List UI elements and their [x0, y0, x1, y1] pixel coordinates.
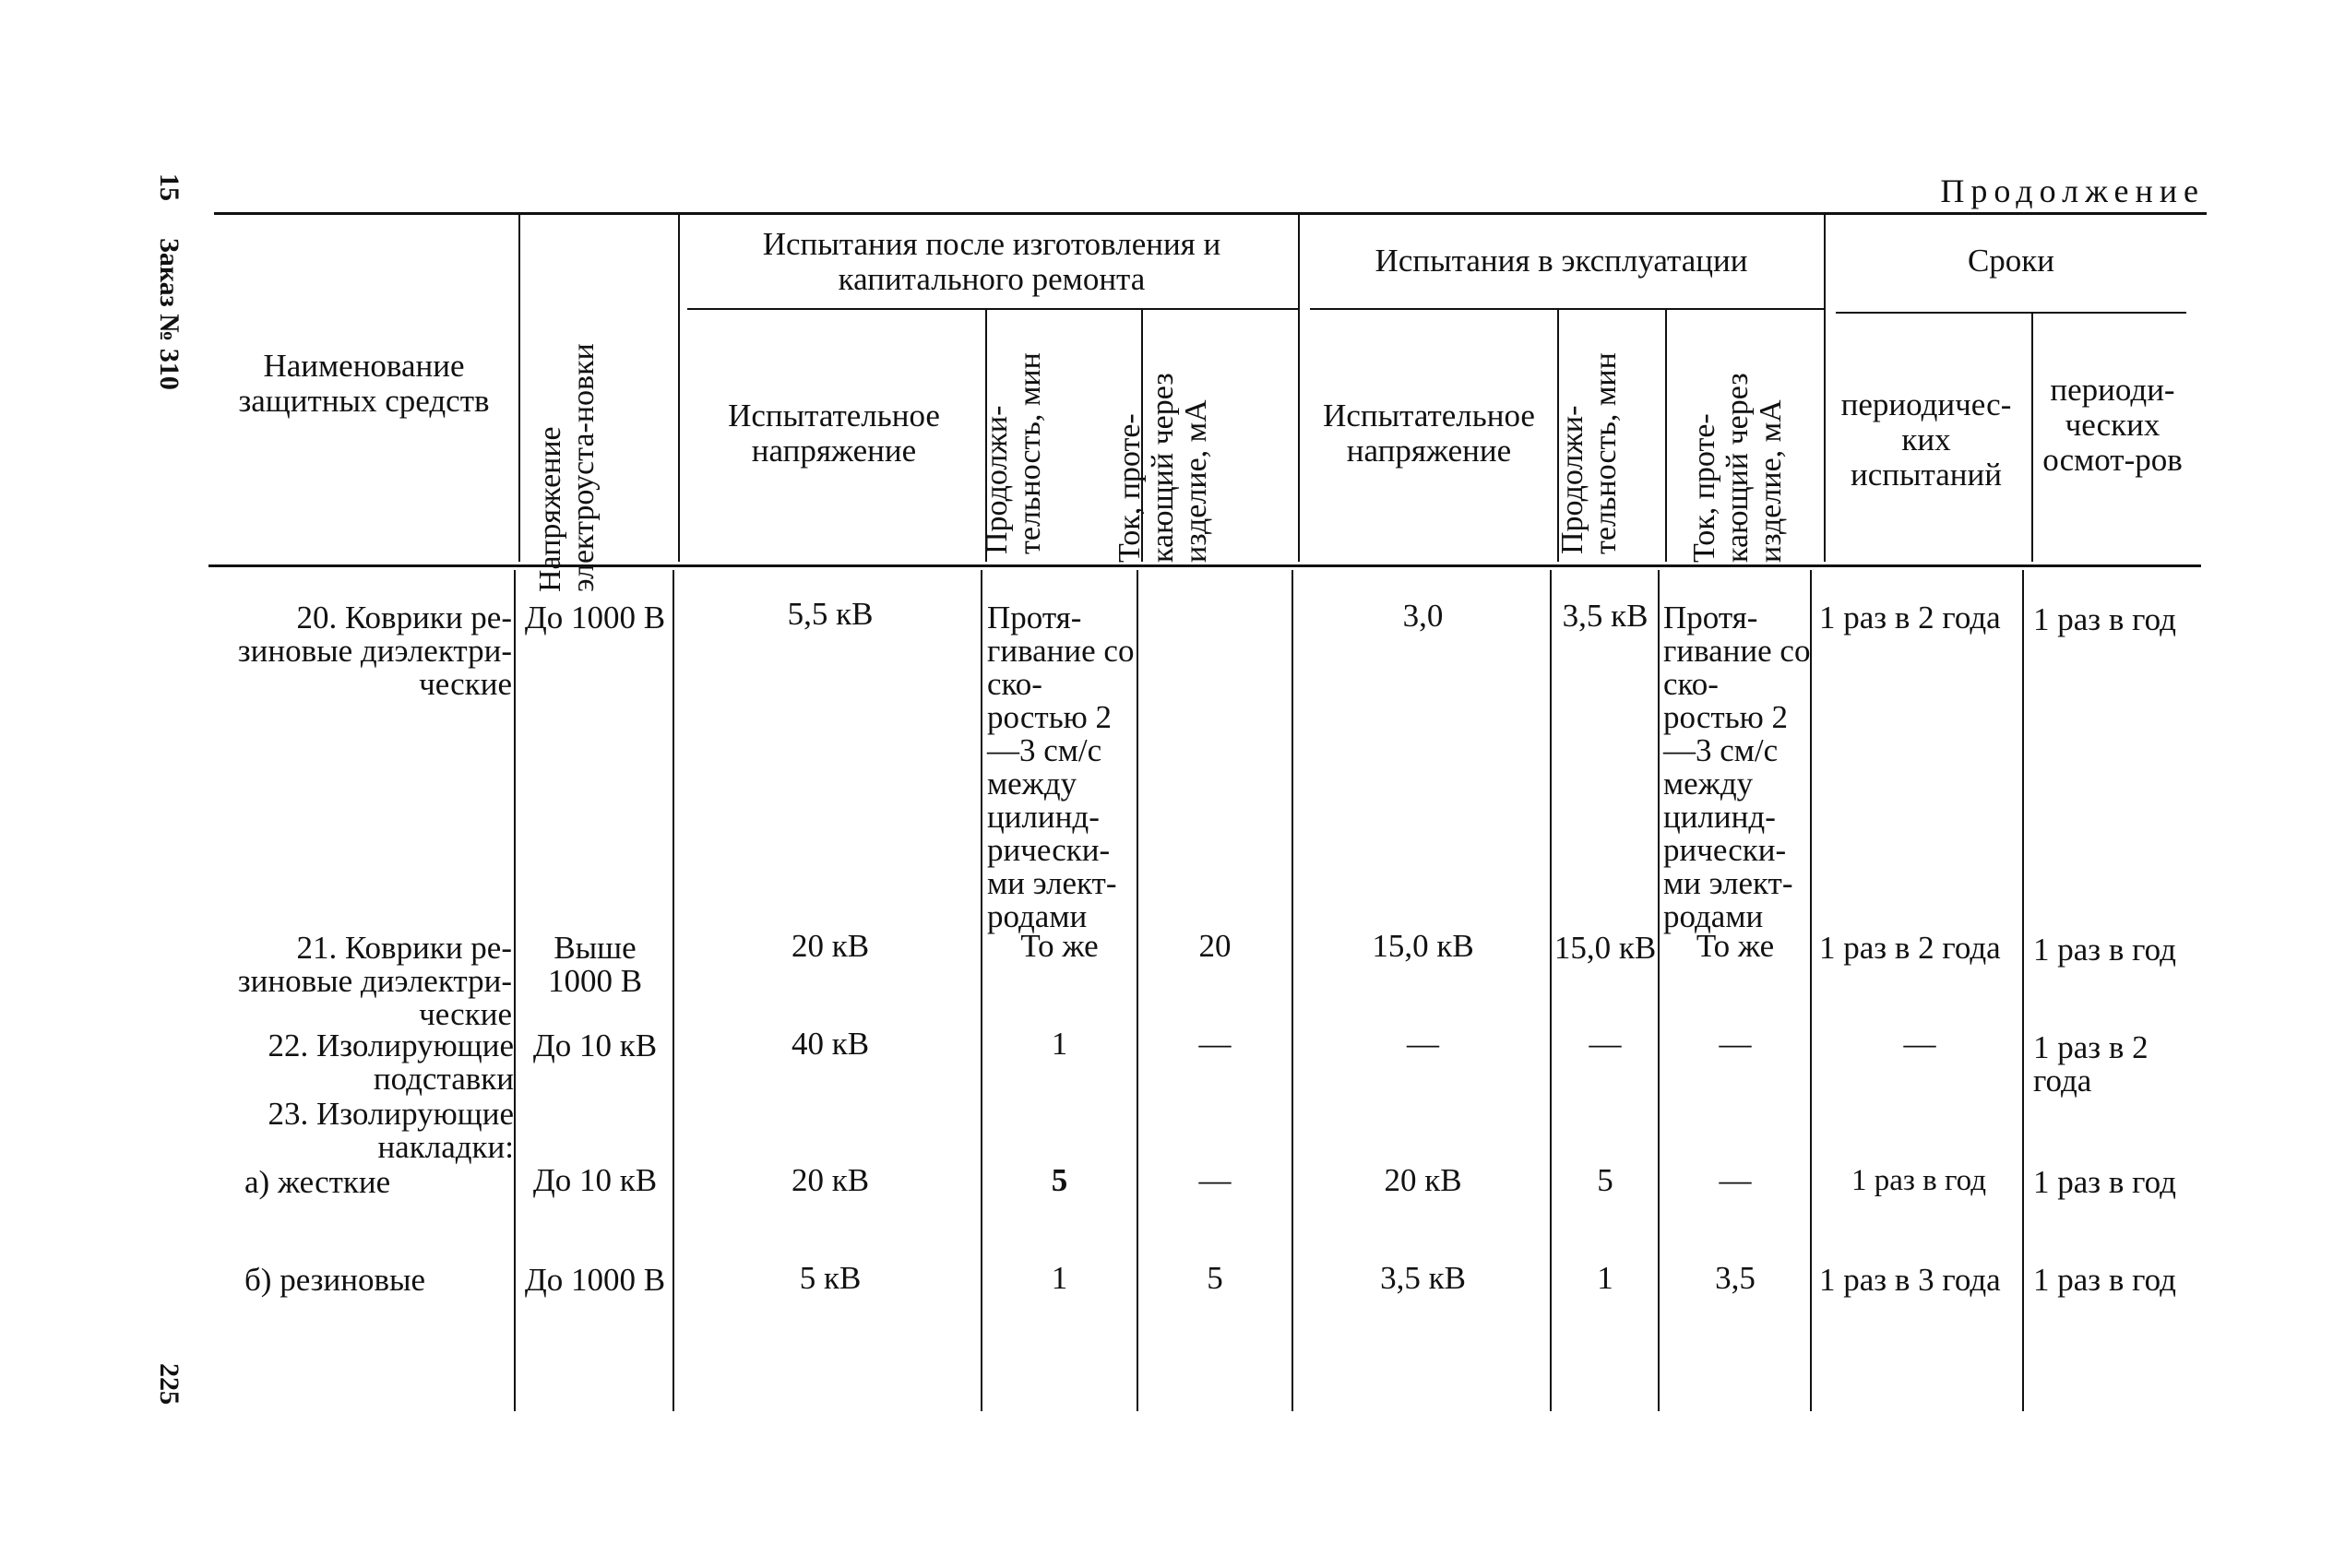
row21-duration-op: 15,0 кВ [1553, 930, 1657, 966]
row20-duration-op: 3,5 кВ [1562, 598, 1649, 634]
row23b-name: б) резиновые [244, 1262, 426, 1298]
row23a-current-op: — [1719, 1162, 1752, 1198]
continuation-label: Продолжение [1940, 172, 2205, 209]
row22-name: 22. Изолирующие подставки [268, 1028, 514, 1097]
row22-voltage: До 10 кВ [532, 1028, 658, 1063]
row20-test-voltage: 5,5 кВ [787, 596, 874, 632]
header-group-manufacture: Испытания после изготовления и капитального ремонта [762, 226, 1221, 297]
row23a-periodic-tests: 1 раз в год [1851, 1164, 1987, 1197]
row23b-current: 5 [1207, 1260, 1223, 1296]
row21-duration: То же [1020, 928, 1099, 964]
header-test-voltage: Испытательное напряжение [728, 398, 940, 469]
row23a-test-voltage-op: 20 кВ [1384, 1162, 1462, 1198]
col-line-3-body [981, 570, 982, 1411]
row23b-voltage: До 1000 В [524, 1262, 666, 1298]
row23a-test-voltage: 20 кВ [791, 1162, 870, 1198]
page-number-top: 15 [154, 173, 184, 201]
row23b-periodic-inspections: 1 раз в год [2033, 1262, 2176, 1298]
row21-periodic-tests: 1 раз в 2 года [1819, 930, 2001, 966]
row20-name: 20. Коврики ре-зиновые диэлектри-ческие [237, 600, 512, 702]
row23a-name: а) жесткие [244, 1164, 391, 1200]
header-periodic-tests: периодичес-ких испытаний [1840, 386, 2012, 493]
row21-current: 20 [1198, 928, 1232, 964]
col-line-1-header [518, 215, 520, 562]
row23a-periodic-inspections: 1 раз в год [2033, 1164, 2176, 1200]
row20-periodic-tests: 1 раз в 2 года [1819, 600, 2001, 636]
col-line-1-body [514, 570, 516, 1411]
header-current: Ток, проте-кающий через изделие, мА [1113, 373, 1213, 563]
header-duration: Продолжи-тельность, мин [980, 352, 1047, 554]
header-duration-op: Продолжи-тельность, мин [1555, 352, 1623, 554]
row20-periodic-inspections: 1 раз в год [2033, 601, 2176, 637]
row23b-duration: 1 [1051, 1260, 1068, 1296]
row21-periodic-inspections: 1 раз в год [2033, 932, 2176, 968]
row23a-duration-op: 5 [1597, 1162, 1613, 1198]
header-test-voltage-op: Испытательное напряжение [1323, 398, 1535, 469]
group-rule-operation [1310, 308, 1824, 310]
row22-test-voltage-op: — [1407, 1026, 1439, 1062]
row23b-periodic-tests: 1 раз в 3 года [1819, 1262, 2001, 1298]
col-line-9-body [2022, 570, 2024, 1411]
group-rule-terms [1836, 312, 2186, 314]
row21-test-voltage: 20 кВ [791, 928, 870, 964]
header-voltage: Напряжение электроуста-новки [533, 343, 601, 592]
row20-current-op: Протя-гивание со ско-ростью 2—3 см/с между цилинд-рически-ми элект-родами [1663, 600, 1811, 934]
row22-duration-op: — [1589, 1026, 1622, 1062]
header-group-terms: Сроки [1967, 243, 2055, 279]
header-current-op: Ток, проте-кающий через изделие, мА [1687, 373, 1788, 563]
row23b-current-op: 3,5 [1715, 1260, 1756, 1296]
col-line-7-body [1658, 570, 1660, 1411]
row21-current-op: То же [1696, 928, 1775, 964]
header-periodic-inspections: периоди-ческих осмот-ров [2042, 372, 2183, 478]
col-line-2-header [678, 215, 680, 562]
col-line-2-body [673, 570, 674, 1411]
row20-voltage: До 1000 В [524, 600, 666, 636]
row21-voltage: Выше 1000 В [547, 930, 643, 999]
page-number-bottom: 225 [154, 1363, 184, 1405]
row20-duration: Протя-гивание со ско-ростью 2—3 см/с между цилинд-рически-ми элект-родами [987, 600, 1135, 934]
row23a-current: — [1198, 1162, 1232, 1198]
row22-current-op: — [1719, 1026, 1752, 1062]
col-line-4-body [1137, 570, 1138, 1411]
row22-test-voltage: 40 кВ [791, 1026, 870, 1062]
row22-periodic-inspections: 1 раз в 2 года [2033, 1029, 2149, 1099]
row23b-duration-op: 1 [1597, 1260, 1613, 1296]
col-line-7-header [1665, 310, 1667, 562]
row21-name: 21. Коврики ре-зиновые диэлектри-ческие [237, 930, 512, 1032]
row22-current: — [1198, 1026, 1232, 1062]
header-bottom-rule [208, 564, 2201, 567]
row21-test-voltage-op: 15,0 кВ [1372, 928, 1474, 964]
col-line-5-body [1291, 570, 1293, 1411]
row20-test-voltage-op: 3,0 [1402, 598, 1444, 634]
row23a-duration: 5 [1051, 1162, 1068, 1198]
group-rule-manufacture [687, 308, 1298, 310]
col-line-9-header [2031, 312, 2033, 562]
table-top-rule [214, 212, 2207, 215]
row23b-test-voltage: 5 кВ [799, 1260, 862, 1296]
row23a-voltage: До 10 кВ [532, 1162, 658, 1198]
row23-name: 23. Изолирующие накладки: [268, 1096, 514, 1165]
row22-duration: 1 [1051, 1026, 1068, 1062]
header-group-operation: Испытания в эксплуатации [1375, 243, 1748, 279]
col-line-6-body [1550, 570, 1552, 1411]
header-name: Наименование защитных средств [238, 348, 490, 419]
row22-periodic-tests: — [1903, 1026, 1936, 1062]
col-line-5-header [1298, 215, 1300, 562]
order-number: Заказ № 310 [154, 238, 184, 390]
row23b-test-voltage-op: 3,5 кВ [1380, 1260, 1466, 1296]
